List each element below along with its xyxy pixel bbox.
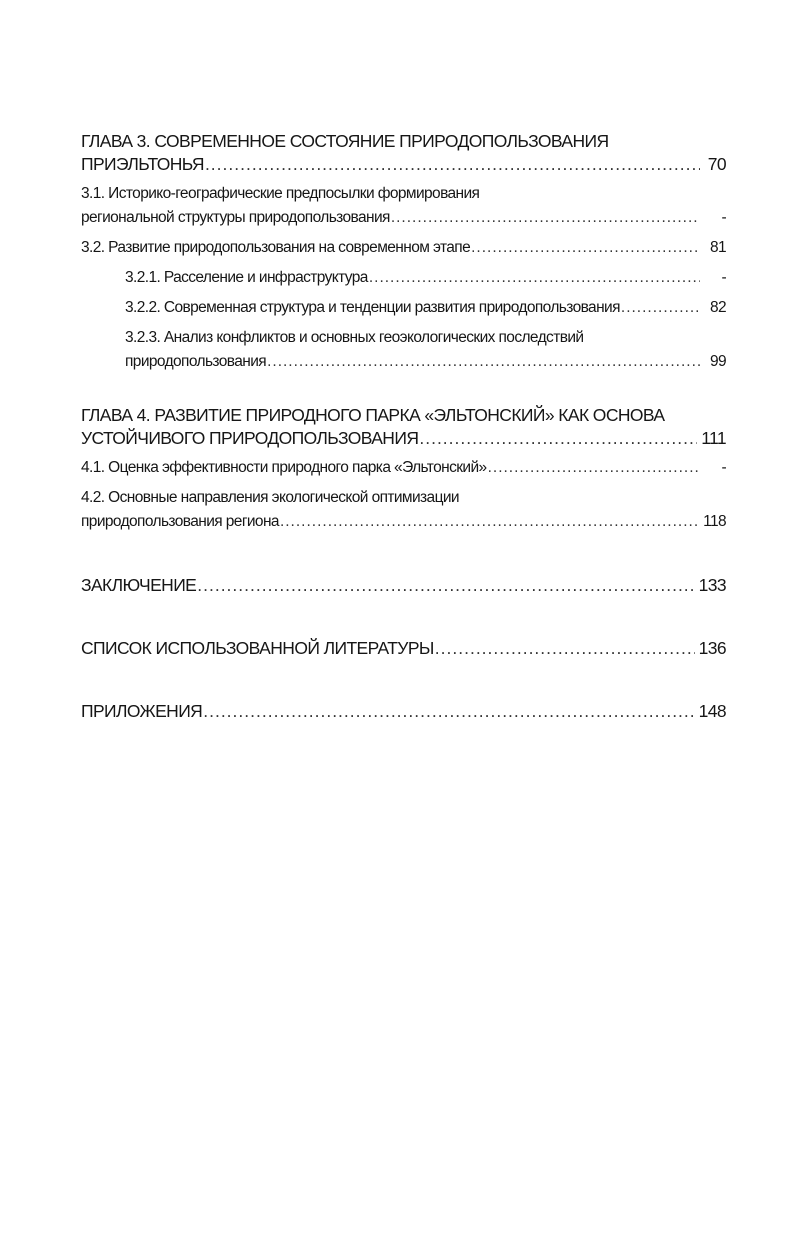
leader-dots <box>369 266 700 290</box>
toc-entry-title: 3.2.1. Расселение и инфраструктура <box>125 269 368 286</box>
toc-entry-title-line1: 3.1. Историко-географические предпосылки формирования <box>81 185 480 202</box>
toc-entry-title-line1: 3.2.3. Анализ конфликтов и основных геоэкологических последствий <box>125 329 584 346</box>
toc-page-number: 70 <box>707 154 726 174</box>
leader-dots <box>205 153 700 176</box>
toc-entry-title: СПИСОК ИСПОЛЬЗОВАННОЙ ЛИТЕРАТУРЫ <box>81 638 434 658</box>
toc-entry-appendices <box>81 700 726 723</box>
leader-dots <box>391 206 700 230</box>
toc-entry-references <box>81 637 726 660</box>
toc-entry-section-4-1 <box>81 456 726 480</box>
toc-entry-title-line2: региональной структуры природопользования <box>81 209 390 226</box>
toc-page-number: 118 <box>703 513 726 530</box>
toc-entry-chapter-4 <box>81 404 726 450</box>
leader-dots <box>419 427 697 450</box>
toc-entry-title: ПРИЛОЖЕНИЯ <box>81 701 203 721</box>
toc-page-number: - <box>721 459 726 476</box>
toc-entry-title-line2: УСТОЙЧИВОГО ПРИРОДОПОЛЬЗОВАНИЯ <box>81 428 419 448</box>
toc-entry-section-3-2-2 <box>81 296 726 320</box>
toc-entry-title-line1: ГЛАВА 4. РАЗВИТИЕ ПРИРОДНОГО ПАРКА «ЭЛЬТОНСКИЙ» КАК ОСНОВА <box>81 405 665 425</box>
toc-entry-title: 3.2. Развитие природопользования на современном этапе <box>81 239 471 256</box>
toc-entry-title-line2: природопользования <box>125 353 267 370</box>
toc-page-number: - <box>721 209 726 226</box>
toc-entry-conclusion <box>81 574 726 597</box>
toc-entry-section-3-1 <box>81 182 726 230</box>
leader-dots <box>488 456 700 480</box>
leader-dots <box>435 637 695 660</box>
leader-dots <box>267 350 700 374</box>
table-of-contents <box>81 130 726 723</box>
toc-page-number: - <box>721 269 726 286</box>
toc-page-number: 148 <box>698 701 726 721</box>
toc-entry-section-3-2 <box>81 236 726 260</box>
toc-entry-title: 4.1. Оценка эффективности природного парка «Эльтонский» <box>81 459 487 476</box>
toc-page-number: 99 <box>709 353 726 370</box>
leader-dots <box>621 296 700 320</box>
toc-entry-title-line1: 4.2. Основные направления экологической оптимизации <box>81 489 459 506</box>
toc-page-number: 136 <box>698 638 726 658</box>
toc-entry-section-3-2-3 <box>81 326 726 374</box>
leader-dots <box>197 574 694 597</box>
toc-page-number: 82 <box>709 299 726 316</box>
toc-page-number: 81 <box>709 239 726 256</box>
leader-dots <box>203 700 694 723</box>
toc-page-number: 133 <box>698 575 726 595</box>
toc-entry-section-4-2 <box>81 486 726 534</box>
toc-entry-title-line2: природопользования региона <box>81 513 279 530</box>
leader-dots <box>280 510 699 534</box>
toc-entry-title: 3.2.2. Современная структура и тенденции развития природопользования <box>125 299 620 316</box>
toc-entry-title-line1: ГЛАВА 3. СОВРЕМЕННОЕ СОСТОЯНИЕ ПРИРОДОПОЛЬЗОВАНИЯ <box>81 131 609 151</box>
toc-entry-chapter-3 <box>81 130 726 176</box>
toc-page-number: 111 <box>701 428 726 448</box>
toc-entry-title-line2: ПРИЭЛЬТОНЬЯ <box>81 154 204 174</box>
toc-entry-section-3-2-1 <box>81 266 726 290</box>
toc-entry-title: ЗАКЛЮЧЕНИЕ <box>81 575 197 595</box>
leader-dots <box>471 236 700 260</box>
